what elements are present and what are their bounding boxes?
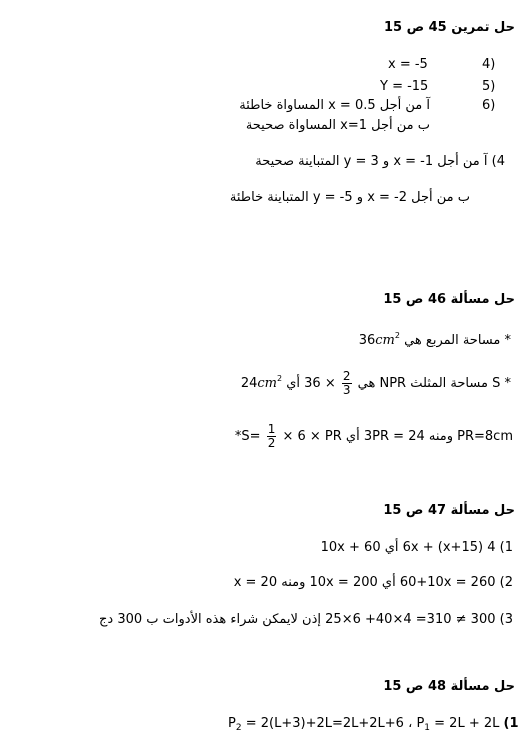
p46-line1-text: * مساحة المربع هي (404, 333, 511, 348)
p46-line2-times: × 36 أي (286, 376, 336, 391)
ex45-line4a: 4) آ من أجل x = -1 و y = 3 المتباينة صحيحة (255, 154, 505, 169)
p47-line2: 2) 260 = 60+10x أي 200 = 10x ومنه x = 20 (233, 575, 513, 590)
p48-p2-label: $P_2$ (228, 716, 242, 733)
p46-line1-area: $36cm^2$ (358, 331, 400, 348)
ex45-item4-num: 4) (482, 57, 496, 72)
ex45-title: حل تمرين 45 ص 15 (383, 20, 515, 35)
ex45-item5-text: Y = -15 (380, 79, 429, 94)
p46-line2-prefix: * S مساحة المثلث NPR هي (357, 376, 511, 391)
p46-line1 (359, 328, 511, 349)
p46-line2-area: $24cm^2$ (240, 374, 283, 391)
p46-line3-suffix: × 6 × PR* (234, 429, 342, 444)
p47-line3: 3) 300 ≠ 310= 4×40+ 6×25 إذن لايمكن شراء هذه الأدوات ب 300 دج (99, 612, 513, 627)
p48-separator: ، (408, 716, 413, 731)
ex45-item6-a: آ من أجل x = 0.5 المساواة خاطئة (239, 98, 430, 113)
ex45-item6-b: ب من أجل x=1 المساواة صحيحة (245, 118, 430, 133)
p48-title: حل مسألة 48 ص 15 (383, 679, 515, 694)
ex45-item5-num: 5) (482, 79, 496, 94)
ex45-item6-num: 6) (482, 98, 496, 113)
p48-line1-num: (1 (503, 716, 519, 731)
p48-p2-expr: = 2(L+3)+2L=2L+2L+6 (245, 716, 404, 731)
p46-title: حل مسألة 46 ص 15 (383, 292, 515, 307)
p48-p1-expr: = 2L + 2L (434, 716, 500, 731)
p46-fraction-two-thirds: $\frac{2}{3}$ (342, 369, 351, 397)
p46-line3 (235, 423, 513, 450)
p48-p1-label: $P_1$ (416, 716, 431, 733)
ex45-line4b: ب من أجل x = -2 و y = -5 المتباينة خاطئة (229, 190, 470, 205)
p48-line1 (228, 716, 519, 736)
ex45-item4-text: x = -5 (388, 57, 428, 72)
p46-line3-prefix: PR=8cm ومنه 24 = 3PR أي S= (241, 429, 513, 444)
p47-title: حل مسألة 47 ص 15 (383, 503, 515, 518)
p46-fraction-one-half: $\frac{1}{2}$ (267, 422, 276, 450)
p47-line1: 1) 4 (x+15) + 6x أي 60 + 10x (320, 540, 513, 555)
p46-line2 (241, 370, 511, 397)
